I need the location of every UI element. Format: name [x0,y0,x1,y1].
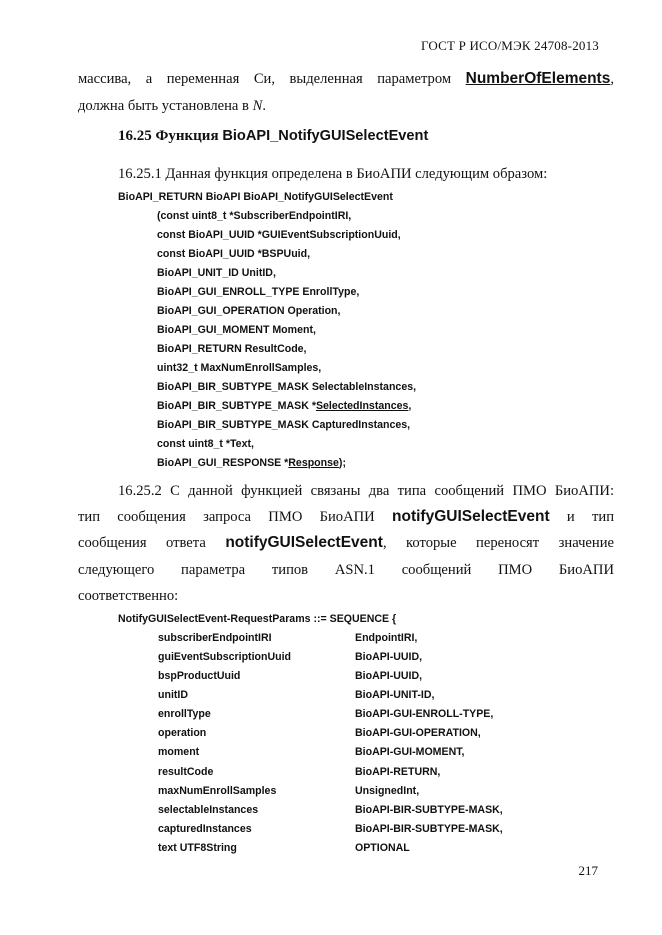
signature-param: BioAPI_GUI_MOMENT Moment, [157,324,316,336]
paragraph-16-25-2-line-1: 16.25.2 С данной функцией связаны два типа сообщений ПМО БиоАПИ: [118,483,614,499]
asn-field-name: subscriberEndpointIRI [158,632,272,644]
asn-field-type: BioAPI-BIR-SUBTYPE-MASK, [355,804,503,816]
asn-field-name: resultCode [158,766,214,778]
asn-field-type: BioAPI-RETURN, [355,766,441,778]
signature-param: BioAPI_BIR_SUBTYPE_MASK *SelectedInstances, [157,400,412,412]
asn-field-name: operation [158,727,207,739]
signature-param: BioAPI_UNIT_ID UnitID, [157,267,276,279]
asn-field-type: UnsignedInt, [355,785,420,797]
intro-text: массива, а переменная Cи, выделенная параметром [78,71,452,87]
intro-period: . [262,98,266,114]
signature-param: uint32_t MaxNumEnrollSamples, [157,362,322,374]
text-fragment: тип сообщения запроса ПМО БиоАПИ [78,509,375,525]
text-fragment: сообщения ответа [78,535,206,551]
asn-field-type: BioAPI-GUI-ENROLL-TYPE, [355,708,494,720]
section-word: Функция [155,128,219,144]
text-fragment: и тип [566,509,614,525]
asn-field-type: EndpointIRI, [355,632,418,644]
asn-field-name: selectableInstances [158,804,259,816]
asn-field-type: OPTIONAL [355,842,410,854]
asn-field-type: BioAPI-GUI-MOMENT, [355,746,465,758]
signature-param: BioAPI_RETURN ResultCode, [157,343,307,355]
paragraph-16-25-2-line-5: соответственно: [78,588,179,604]
signature-param: BioAPI_BIR_SUBTYPE_MASK CapturedInstances, [157,419,411,431]
intro-line-1 [78,66,614,92]
signature-param: (const uint8_t *SubscriberEndpointIRI, [157,210,352,222]
asn-field-type: BioAPI-GUI-OPERATION, [355,727,481,739]
asn-field-type: BioAPI-BIR-SUBTYPE-MASK, [355,823,503,835]
asn-field-type: BioAPI-UUID, [355,651,423,663]
signature-param: const uint8_t *Text, [157,438,254,450]
message-type-name: notifyGUISelectEvent [225,534,383,551]
paragraph-16-25-2-line-2 [78,504,614,530]
section-heading [118,128,428,145]
intro-line-2 [78,93,614,119]
param-name: NumberOfElements [465,70,611,87]
function-name: BioAPI_NotifyGUISelectEvent [222,128,429,144]
paragraph-16-25-1: 16.25.1 Данная функция определена в БиоАПИ следующим образом: [118,166,548,182]
signature-param: const BioAPI_UUID *GUIEventSubscriptionUuid, [157,229,401,241]
asn-field-type: BioAPI-UUID, [355,670,423,682]
section-number: 16.25 [118,128,152,144]
asn-field-name: unitID [158,689,189,701]
asn-field-type: BioAPI-UNIT-ID, [355,689,435,701]
signature-param: BioAPI_GUI_ENROLL_TYPE EnrollType, [157,286,360,298]
signature-first-line: BioAPI_RETURN BioAPI BioAPI_NotifyGUISelectEvent [118,191,393,203]
asn-field-name: enrollType [158,708,211,720]
asn-field-name: guiEventSubscriptionUuid [158,651,292,663]
text-fragment: , которые переносят значение [382,535,615,551]
page-number: 217 [578,863,598,878]
asn-field-name: maxNumEnrollSamples [158,785,277,797]
signature-param: BioAPI_GUI_OPERATION Operation, [157,305,341,317]
asn-field-name: moment [158,746,200,758]
message-type-name: notifyGUISelectEvent [392,508,550,525]
asn-field-name: text UTF8String [158,842,237,854]
signature-param: const BioAPI_UUID *BSPUuid, [157,248,311,260]
signature-param: BioAPI_BIR_SUBTYPE_MASK SelectableInstances, [157,381,417,393]
intro-comma: , [610,71,614,87]
paragraph-16-25-2-line-3 [78,530,614,556]
intro-text-2: должна быть установлена в [78,98,249,114]
signature-param: BioAPI_GUI_RESPONSE *Response); [157,457,346,469]
asn-field-name: bspProductUuid [158,670,241,682]
standard-header: ГОСТ Р ИСО/МЭК 24708-2013 [420,38,599,53]
paragraph-16-25-2-line-4: следующего параметра типов ASN.1 сообщений ПМО БиоАПИ [78,562,614,578]
variable-name: N [252,98,263,114]
asn-field-name: capturedInstances [158,823,252,835]
asn-sequence-title: NotifyGUISelectEvent-RequestParams ::= SEQUENCE { [118,613,397,625]
